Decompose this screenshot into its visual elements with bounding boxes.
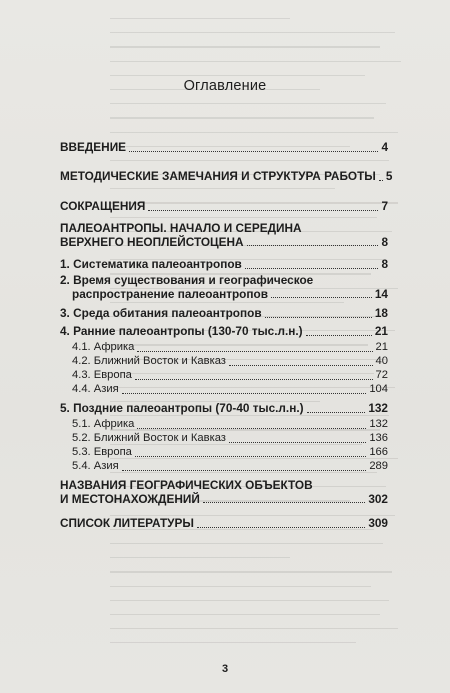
toc-entry-page: 166	[369, 446, 388, 458]
toc-entry-label-line1: ПАЛЕОАНТРОПЫ. НАЧАЛО И СЕРЕДИНА	[60, 221, 302, 235]
toc-entry-section-4	[60, 325, 388, 339]
toc-entry-section-5	[60, 402, 388, 416]
toc-entry-page: 132	[369, 418, 388, 430]
toc-entry-chapter-paleoanthropes	[60, 222, 388, 249]
dot-leader	[229, 442, 366, 443]
toc-entry-section-5-2	[72, 432, 388, 446]
toc-entry-page: 136	[369, 432, 388, 444]
toc-entry-page: 21	[374, 324, 388, 338]
dot-leader	[135, 379, 373, 380]
dot-leader	[306, 335, 372, 336]
toc-entry-page: 289	[369, 460, 388, 472]
toc-entry-section-4-3	[72, 369, 388, 383]
dot-leader	[247, 245, 379, 246]
toc-entry-label: 4.2. Ближний Восток и Кавказ	[72, 355, 226, 367]
toc-entry-methodology	[60, 169, 393, 184]
dot-leader	[265, 317, 372, 318]
toc-entry-section-2	[60, 274, 388, 301]
toc-entry-geographic-names	[60, 479, 388, 506]
dot-leader	[229, 365, 373, 366]
toc-entry-label: 5. Поздние палеоантропы (70-40 тыс.л.н.)	[60, 401, 304, 415]
toc-entry-label: 1. Систематика палеоантропов	[60, 257, 242, 271]
toc-entry-section-5-3	[72, 446, 388, 460]
dot-leader	[271, 297, 372, 298]
toc-entry-label: ВВЕДЕНИЕ	[60, 140, 127, 154]
dot-leader	[122, 470, 367, 471]
toc-entry-section-3	[60, 307, 388, 321]
toc-entry-label-line2: распространение палеоантропов	[72, 286, 268, 301]
toc-entry-label-line2: ВЕРХНЕГО НЕОПЛЕЙСТОЦЕНА	[60, 234, 244, 249]
dot-leader	[137, 351, 372, 352]
toc-entry-section-1	[60, 258, 388, 272]
toc-entry-page: 302	[368, 491, 388, 506]
page-number: 3	[221, 663, 229, 675]
toc-entry-label: 5.1. Африка	[72, 418, 135, 430]
toc-entry-label: 5.3. Европа	[72, 446, 132, 458]
toc-entry-page: 8	[381, 234, 388, 249]
toc-entry-page: 72	[375, 369, 388, 381]
dot-leader	[307, 412, 366, 413]
toc-entry-abbreviations	[60, 200, 388, 214]
toc-entry-page: 309	[368, 516, 388, 530]
toc-entry-section-5-4	[72, 460, 388, 474]
dot-leader	[135, 456, 366, 457]
dot-leader	[137, 428, 366, 429]
toc-entry-label: СОКРАЩЕНИЯ	[60, 199, 146, 213]
dot-leader	[245, 268, 379, 269]
dot-leader	[379, 180, 383, 181]
toc-entry-label: 5.2. Ближний Восток и Кавказ	[72, 432, 226, 444]
toc-entry-label: 4.1. Африка	[72, 341, 135, 353]
toc-entry-page: 8	[381, 257, 388, 271]
dot-leader	[197, 527, 365, 528]
toc-entry-page: 21	[375, 341, 388, 353]
toc-entry-page: 14	[374, 286, 388, 301]
dot-leader	[148, 210, 378, 211]
toc-entry-label: 4.4. Азия	[72, 383, 119, 395]
toc-entry-label-line1: 2. Время существования и географическое	[60, 273, 314, 287]
toc-entry-page: 40	[375, 355, 388, 367]
toc-entry-introduction	[60, 141, 388, 155]
toc-entry-label: СПИСОК ЛИТЕРАТУРЫ	[60, 516, 194, 530]
toc-entry-section-4-1	[72, 341, 388, 355]
toc-entry-page: 7	[381, 199, 388, 213]
toc-entry-page: 104	[369, 383, 388, 395]
dot-leader	[129, 151, 378, 152]
toc-entry-page: 18	[374, 306, 388, 320]
toc-entry-section-4-2	[72, 355, 388, 369]
dot-leader	[203, 502, 366, 503]
toc-entry-section-4-4	[72, 383, 388, 397]
toc-entry-label-line2: И МЕСТОНАХОЖДЕНИЙ	[60, 491, 200, 506]
toc-entry-section-5-1	[72, 418, 388, 432]
toc-entry-page: 4	[381, 140, 388, 154]
dot-leader	[122, 393, 367, 394]
toc-entry-page: 5	[385, 169, 393, 183]
toc-entry-bibliography	[60, 517, 388, 531]
page-title: Оглавление	[183, 78, 267, 94]
toc-entry-page: 132	[368, 401, 388, 415]
toc-entry-label: 3. Среда обитания палеоантропов	[60, 306, 262, 320]
toc-entry-label-line1: НАЗВАНИЯ ГЕОГРАФИЧЕСКИХ ОБЪЕКТОВ	[60, 478, 313, 492]
toc-entry-label: 4. Ранние палеоантропы (130-70 тыс.л.н.)	[60, 324, 303, 338]
toc-entry-label: 4.3. Европа	[72, 369, 132, 381]
toc-entry-label: МЕТОДИЧЕСКИЕ ЗАМЕЧАНИЯ И СТРУКТУРА РАБОТЫ	[60, 169, 376, 183]
toc-entry-label: 5.4. Азия	[72, 460, 119, 472]
